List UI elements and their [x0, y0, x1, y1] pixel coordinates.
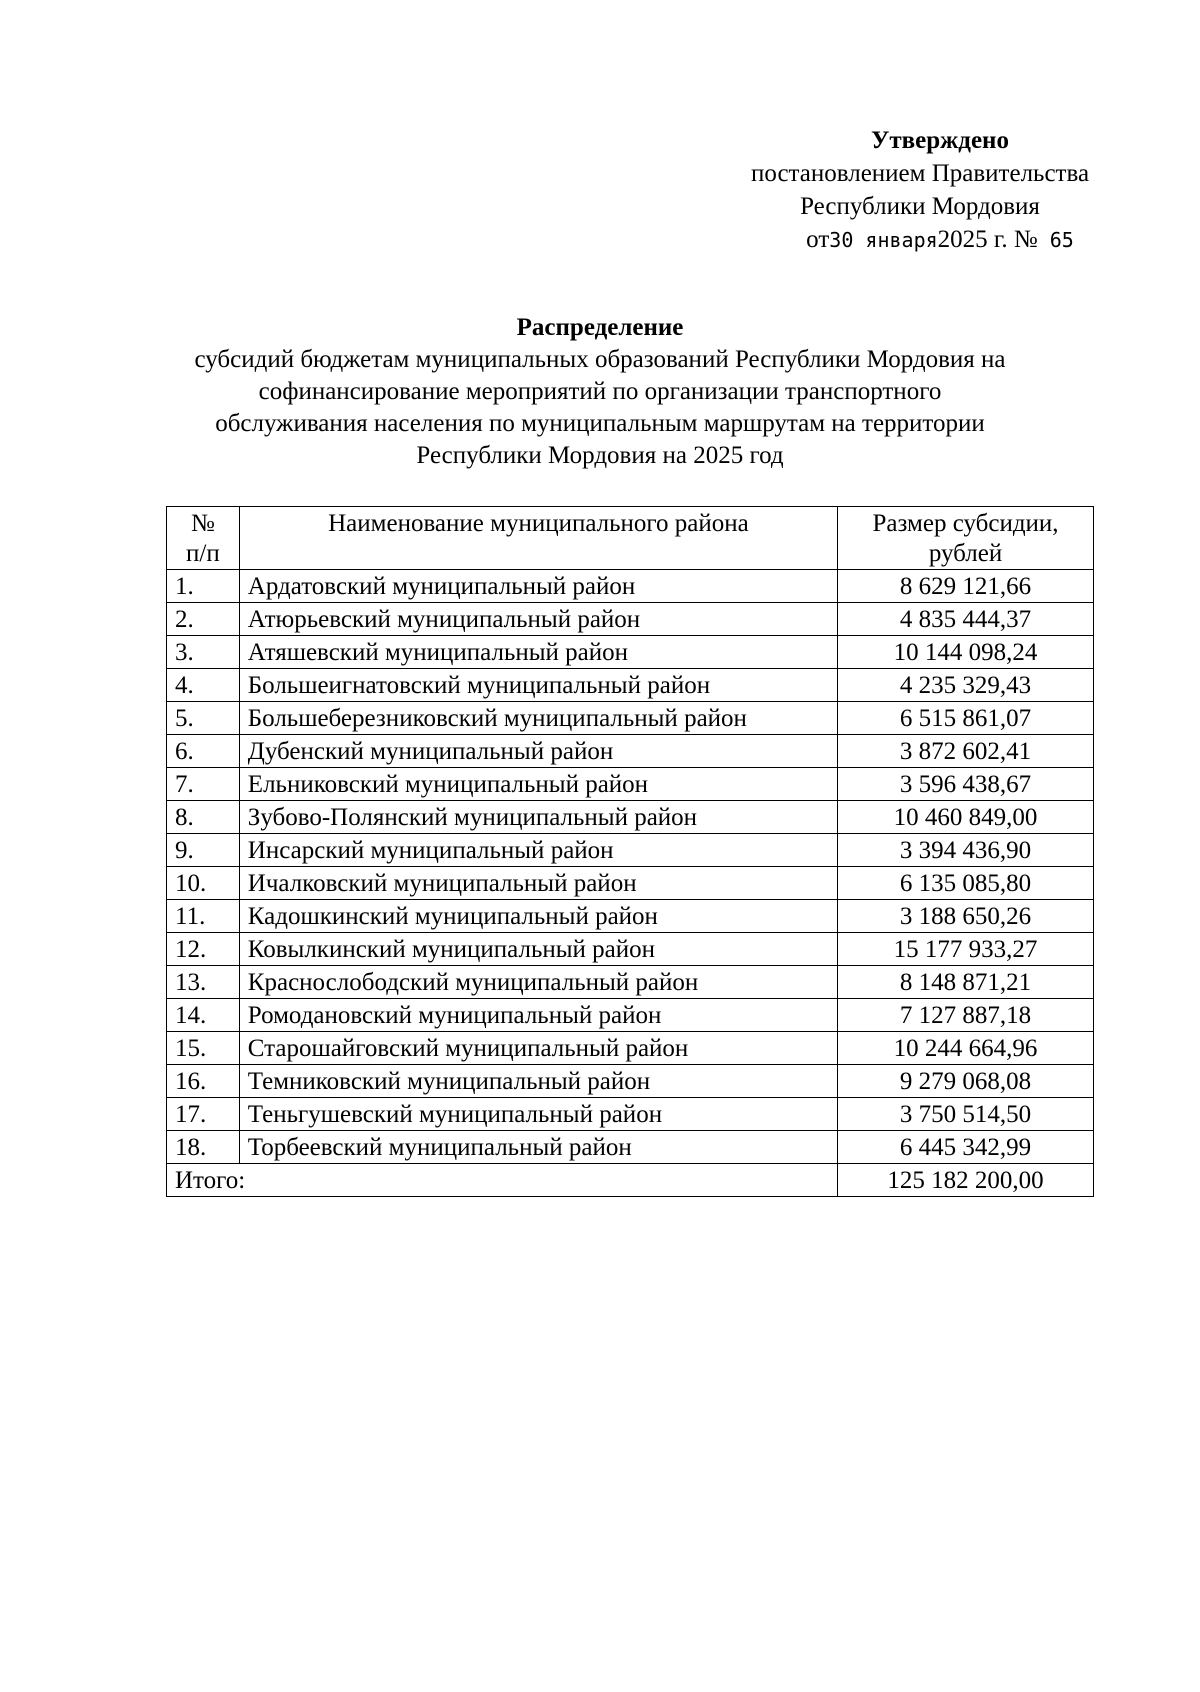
approval-prefix: от [806, 226, 830, 253]
row-sum: 10 244 664,96 [838, 1032, 1094, 1065]
row-name: Краснослободский муниципальный район [239, 966, 837, 999]
row-name: Ельниковский муниципальный район [239, 768, 837, 801]
approval-number: 65 [1037, 228, 1074, 252]
row-name: Большеигнатовский муниципальный район [239, 669, 837, 702]
table-row [167, 900, 1094, 933]
header-name: Наименование муниципального района [239, 507, 837, 570]
row-sum: 4 235 329,43 [838, 669, 1094, 702]
title-line-4: Республики Мордовия на 2025 год [416, 442, 784, 469]
row-number: 6. [167, 735, 240, 768]
table-total-row [167, 1164, 1094, 1197]
row-number: 8. [167, 801, 240, 834]
table-row [167, 1032, 1094, 1065]
row-sum: 3 188 650,26 [838, 900, 1094, 933]
row-name: Ковылкинский муниципальный район [239, 933, 837, 966]
row-sum: 3 596 438,67 [838, 768, 1094, 801]
document-title [150, 312, 1050, 472]
row-number: 18. [167, 1131, 240, 1164]
table-row [167, 867, 1094, 900]
row-number: 2. [167, 603, 240, 636]
row-name: Темниковский муниципальный район [239, 1065, 837, 1098]
row-name: Ичалковский муниципальный район [239, 867, 837, 900]
row-number: 1. [167, 570, 240, 603]
row-name: Дубенский муниципальный район [239, 735, 837, 768]
row-sum: 9 279 068,08 [838, 1065, 1094, 1098]
approval-year: 2025 г. № [937, 226, 1038, 253]
row-number: 9. [167, 834, 240, 867]
row-number: 11. [167, 900, 240, 933]
table-row [167, 801, 1094, 834]
row-sum: 8 148 871,21 [838, 966, 1094, 999]
row-sum: 4 835 444,37 [838, 603, 1094, 636]
approval-date: 30 января [829, 228, 938, 252]
row-number: 16. [167, 1065, 240, 1098]
row-sum: 3 750 514,50 [838, 1098, 1094, 1131]
row-name: Торбеевский муниципальный район [239, 1131, 837, 1164]
row-number: 13. [167, 966, 240, 999]
approval-date-line [740, 223, 1140, 257]
subsidies-table [166, 506, 1094, 1197]
approval-line-2: Республики Мордовия [800, 193, 1040, 220]
table-row [167, 768, 1094, 801]
row-sum: 10 144 098,24 [838, 636, 1094, 669]
title-heading: Распределение [516, 314, 684, 341]
row-name: Атяшевский муниципальный район [239, 636, 837, 669]
row-sum: 8 629 121,66 [838, 570, 1094, 603]
approved-label: Утверждено [871, 127, 1009, 154]
row-name: Теньгушевский муниципальный район [239, 1098, 837, 1131]
row-name: Инсарский муниципальный район [239, 834, 837, 867]
title-line-2: софинансирование мероприятий по организации транспортного [258, 378, 942, 405]
row-sum: 10 460 849,00 [838, 801, 1094, 834]
header-number: № п/п [167, 507, 240, 570]
row-number: 3. [167, 636, 240, 669]
table-row [167, 636, 1094, 669]
row-name: Ромодановский муниципальный район [239, 999, 837, 1032]
table-row [167, 834, 1094, 867]
table-header-row [167, 507, 1094, 570]
row-sum: 3 872 602,41 [838, 735, 1094, 768]
row-name: Старошайговский муниципальный район [239, 1032, 837, 1065]
row-number: 4. [167, 669, 240, 702]
table-row [167, 999, 1094, 1032]
row-name: Кадошкинский муниципальный район [239, 900, 837, 933]
table-row [167, 603, 1094, 636]
table-row [167, 702, 1094, 735]
total-label: Итого: [167, 1164, 838, 1197]
table-row [167, 570, 1094, 603]
title-line-1: субсидий бюджетам муниципальных образований Республики Мордовия на [194, 346, 1006, 373]
table-body [167, 570, 1094, 1164]
row-number: 7. [167, 768, 240, 801]
row-number: 12. [167, 933, 240, 966]
row-number: 17. [167, 1098, 240, 1131]
row-number: 14. [167, 999, 240, 1032]
row-sum: 6 135 085,80 [838, 867, 1094, 900]
row-sum: 3 394 436,90 [838, 834, 1094, 867]
row-sum: 7 127 887,18 [838, 999, 1094, 1032]
row-sum: 6 445 342,99 [838, 1131, 1094, 1164]
table-row [167, 1065, 1094, 1098]
total-sum: 125 182 200,00 [838, 1164, 1094, 1197]
table-row [167, 966, 1094, 999]
title-line-3: обслуживания населения по муниципальным маршрутам на территории [215, 410, 985, 437]
row-name: Ардатовский муниципальный район [239, 570, 837, 603]
table-row [167, 1131, 1094, 1164]
table-row [167, 1098, 1094, 1131]
table-row [167, 735, 1094, 768]
row-number: 15. [167, 1032, 240, 1065]
row-name: Атюрьевский муниципальный район [239, 603, 837, 636]
header-sum: Размер субсидии, рублей [838, 507, 1094, 570]
row-sum: 15 177 933,27 [838, 933, 1094, 966]
table-row [167, 933, 1094, 966]
approval-line-1: постановлением Правительства [750, 160, 1090, 187]
row-name: Зубово-Полянский муниципальный район [239, 801, 837, 834]
row-number: 10. [167, 867, 240, 900]
table-row [167, 669, 1094, 702]
approval-stamp [700, 124, 1140, 257]
row-name: Большеберезниковский муниципальный район [239, 702, 837, 735]
row-number: 5. [167, 702, 240, 735]
row-sum: 6 515 861,07 [838, 702, 1094, 735]
